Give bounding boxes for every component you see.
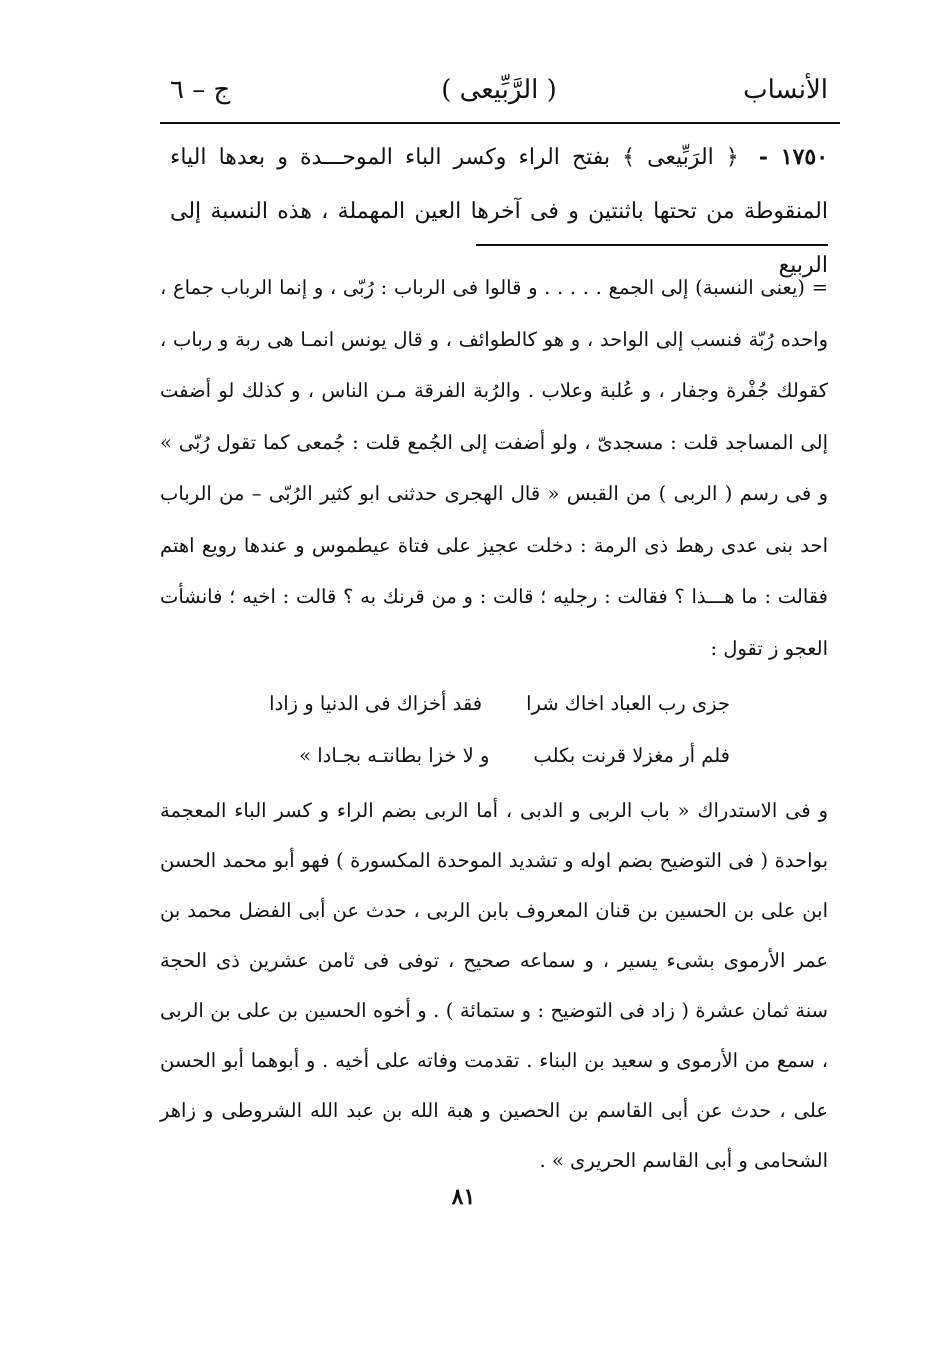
verse-2-second-hemistich: و لا خزا بطانتـه بجـادا » (299, 744, 490, 767)
footnote-rule (476, 244, 828, 246)
verse-line-2 (160, 730, 828, 782)
footnote-paragraph-2: و فى الاستدراك « باب الربى و الدبى ، أما الربى بضم الراء و كسر الباء المعجمة بواحدة ( فى التوضيح بضم اوله و تشديد الموحدة المكسورة ) فهو أبو محمد الحسن ابن على بن الحسين بن قنان المعروف بابن الربى ، حدث عن أبى الفضل محمد بن عمر الأرموى بشىء يسير ، و سماعه صحيح ، توفى فى ثامن عشرين ذى الحجة سنة ثمان عشرة ( زاد فى التوضيح : و ستمائة ) . و أخوه الحسين بن على بن الربى ، سمع من الأرموى و سعيد بن البناء . تقدمت وفاته على أخيه . و أبوهما أبو الحسن على ، حدث عن أبى القاسم بن الحصين و هبة الله بن عبد الله الشروطى و زاهر الشحامى و أبى القاسم الحريرى » . (160, 799, 828, 1172)
book-title: الأنساب (743, 75, 828, 105)
entry-number: ١٧٥٠ - (758, 144, 829, 170)
verse-1-first-hemistich: جزى رب العباد اخاك شرا (526, 692, 730, 715)
poem (160, 678, 828, 782)
running-header (170, 68, 828, 112)
verse-1-second-hemistich: فقد أخزاك فى الدنيا و زادا (269, 692, 483, 715)
header-rule (160, 122, 840, 124)
volume-number: ج – ٦ (170, 75, 231, 105)
verse-2-first-hemistich: فلم أر مغزلا قرنت بكلب (533, 744, 730, 767)
footnote-paragraph-1: = (يعنى النسبة) إلى الجمع . . . . . و قالوا فى الرباب : رُبّى ، و إنما الرباب جماع ، واحده رُبّة فنسب إلى الواحد ، و هو كالطوائف ، و قال يونس انمـا هى ربة و رباب ، كقولك جُفْرة وجفار ، و عُلبة وعلاب . والرُبة الفرقة مـن الناس ، و كذلك لو أضفت إلى المساجد قلت : مسجدىّ ، ولو أضفت إلى الجُمع قلت : جُمعى كما تقول رُبّى » و فى رسم ( الربى ) من القبس « قال الهجرى حدثنى ابو كثير الرُبّى – من الرباب احد بنى عدى رهط ذى الرمة : دخلت عجيز على فتاة عيطموس و عندها رويع اهتم فقالت : ما هـــذا ؟ فقالت : رجليه ؛ قالت : و من قرنك به ؟ قالت : اخيه ؛ فانشأت العجو ز تقول : (160, 276, 828, 660)
verse-line-1 (160, 678, 828, 730)
page-number: ٨١ (451, 1184, 476, 1210)
entry-text: ﴿ الرَبِّيعى ﴾ بفتح الراء وكسر الباء الموحـــدة و بعدها الياء المنقوطة من تحتها باثنتين و فى آخرها العين المهملة ، هذه النسبة إلى الربيع (170, 145, 828, 278)
footnote (160, 262, 828, 1186)
entry-title: ( الرَّبِّيعى ) (441, 75, 557, 105)
